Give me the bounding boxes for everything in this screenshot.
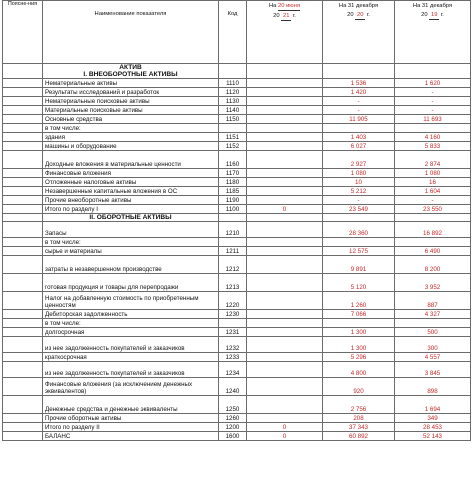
row-name: Незавершенные капитальные вложения в ОС (43, 187, 219, 196)
row-code: 1232 (219, 337, 247, 353)
row-name: Прочие внеоборотные активы (43, 196, 219, 205)
row-value-prev2: 16 (395, 178, 471, 187)
row-value-prev: 5 212 (323, 187, 395, 196)
row-note (3, 106, 43, 115)
row-value-prev: 5 120 (323, 274, 395, 292)
row-code: 1220 (219, 292, 247, 310)
row-name: Нематериальные активы (43, 79, 219, 88)
row-code: 1260 (219, 414, 247, 423)
row-value-current (247, 256, 323, 274)
row-code: 1200 (219, 423, 247, 432)
header-row (3, 1, 471, 64)
row-code: 1210 (219, 222, 247, 238)
row-note (3, 133, 43, 142)
col-prev-header (323, 1, 395, 64)
row-name: Материальные поисковые активы (43, 106, 219, 115)
row-value-prev2: 887 (395, 292, 471, 310)
row-name: Основные средства (43, 115, 219, 124)
table-row (3, 256, 471, 274)
row-value-prev2: 2 874 (395, 151, 471, 169)
row-value-current: 0 (247, 432, 323, 441)
table-row (3, 414, 471, 423)
row-code: 1160 (219, 151, 247, 169)
section1-title-b: I. ВНЕОБОРОТНЫЕ АКТИВЫ (83, 71, 178, 78)
empty-cell (323, 64, 395, 79)
row-note (3, 247, 43, 256)
row-value-current (247, 106, 323, 115)
prev-year: 20 (356, 12, 364, 18)
row-value-current (247, 362, 323, 378)
row-value-current (247, 142, 323, 151)
row-value-prev: - (323, 196, 395, 205)
row-value-prev: 1 420 (323, 88, 395, 97)
row-note (3, 196, 43, 205)
row-value-prev: 1 403 (323, 133, 395, 142)
cur-year-prefix: 20 (273, 13, 280, 19)
table-row (3, 205, 471, 214)
row-value-prev2: 4 557 (395, 353, 471, 362)
row-value-current (247, 151, 323, 169)
row-code: 1230 (219, 310, 247, 319)
row-value-prev: 920 (323, 378, 395, 396)
row-note (3, 432, 43, 441)
row-value-prev2: - (395, 106, 471, 115)
row-value-prev: 7 066 (323, 310, 395, 319)
table-row (3, 432, 471, 441)
row-name: Налог на добавленную стоимость по приобретенным ценностям (43, 292, 219, 310)
row-value-prev2: 28 453 (395, 423, 471, 432)
table-row (3, 319, 471, 328)
row-name: сырье и материалы (43, 247, 219, 256)
row-code: 1250 (219, 396, 247, 414)
row-note (3, 79, 43, 88)
row-value-prev2: 6 490 (395, 247, 471, 256)
row-value-prev2 (395, 124, 471, 133)
table-row (3, 247, 471, 256)
table-row (3, 292, 471, 310)
row-note (3, 362, 43, 378)
table-row (3, 378, 471, 396)
table-row (3, 196, 471, 205)
table-row (3, 151, 471, 169)
table-row (3, 97, 471, 106)
section1-title-a: АКТИВ (119, 64, 142, 71)
table-row (3, 88, 471, 97)
row-value-current (247, 238, 323, 247)
row-value-prev: 1 260 (323, 292, 395, 310)
row-value-prev2: 898 (395, 378, 471, 396)
row-code: 1211 (219, 247, 247, 256)
empty-cell (395, 64, 471, 79)
row-value-prev: 11 905 (323, 115, 395, 124)
row-value-current (247, 337, 323, 353)
row-value-current (247, 97, 323, 106)
empty-cell (3, 214, 43, 222)
row-value-current (247, 187, 323, 196)
empty-cell (219, 214, 247, 222)
row-note (3, 310, 43, 319)
row-code: 1120 (219, 88, 247, 97)
row-value-prev: 2 927 (323, 151, 395, 169)
table-row (3, 423, 471, 432)
prev2-year: 19 (430, 12, 438, 18)
row-note (3, 178, 43, 187)
row-value-current (247, 124, 323, 133)
table-row (3, 142, 471, 151)
row-name: машины и оборудование (43, 142, 219, 151)
row-name: краткосрочная (43, 353, 219, 362)
row-value-prev2: 4 327 (395, 310, 471, 319)
prev2-year-suffix: г. (440, 12, 444, 18)
table-row (3, 178, 471, 187)
row-value-prev2: 1 694 (395, 396, 471, 414)
row-code: 1100 (219, 205, 247, 214)
row-value-prev2: 1 080 (395, 169, 471, 178)
row-value-prev: 1 300 (323, 337, 395, 353)
cur-date: 20 июня (278, 3, 301, 9)
empty-cell (247, 214, 323, 222)
row-value-prev: 9 891 (323, 256, 395, 274)
table-row (3, 187, 471, 196)
table-row (3, 222, 471, 238)
row-value-prev2: 1 620 (395, 79, 471, 88)
row-name: здания (43, 133, 219, 142)
row-note (3, 115, 43, 124)
row-name: из нее задолженность покупателей и заказчиков (43, 337, 219, 353)
row-code: 1240 (219, 378, 247, 396)
balance-table (2, 0, 471, 441)
row-code (219, 238, 247, 247)
row-code: 1213 (219, 274, 247, 292)
section1-title (43, 64, 219, 79)
row-value-current (247, 169, 323, 178)
table-row (3, 328, 471, 337)
row-value-current (247, 292, 323, 310)
row-value-current (247, 222, 323, 238)
row-note (3, 423, 43, 432)
row-value-prev2: 16 892 (395, 222, 471, 238)
row-note (3, 238, 43, 247)
section1-title-row (3, 64, 471, 79)
row-value-current (247, 79, 323, 88)
row-name: Денежные средства и денежные эквиваленты (43, 396, 219, 414)
row-name: готовая продукция и товары для перепродажи (43, 274, 219, 292)
row-value-prev2: 11 693 (395, 115, 471, 124)
row-value-prev: 23 549 (323, 205, 395, 214)
row-note (3, 151, 43, 169)
row-value-current (247, 178, 323, 187)
row-value-prev (323, 238, 395, 247)
table-row (3, 337, 471, 353)
table-row (3, 396, 471, 414)
row-name: Дебиторская задолженность (43, 310, 219, 319)
section2-title-row (3, 214, 471, 222)
prev-year-prefix: 20 (347, 12, 354, 18)
row-value-current: 0 (247, 423, 323, 432)
row-note (3, 319, 43, 328)
row-value-prev: - (323, 97, 395, 106)
row-value-prev2: 4 160 (395, 133, 471, 142)
prev-date: На 31 декабря (338, 3, 379, 9)
table-row (3, 133, 471, 142)
row-value-prev: 37 343 (323, 423, 395, 432)
section2-title: II. ОБОРОТНЫЕ АКТИВЫ (43, 214, 219, 222)
row-value-prev2: - (395, 88, 471, 97)
prev2-year-prefix: 20 (421, 12, 428, 18)
row-note (3, 414, 43, 423)
row-name: Отложенные налоговые активы (43, 178, 219, 187)
table-row (3, 238, 471, 247)
row-value-current (247, 328, 323, 337)
row-value-prev: 2 756 (323, 396, 395, 414)
cur-year: 21 (282, 13, 290, 19)
table-row (3, 310, 471, 319)
row-value-current (247, 133, 323, 142)
row-note (3, 88, 43, 97)
prev-year-suffix: г. (366, 12, 370, 18)
empty-cell (247, 64, 323, 79)
row-code: 1231 (219, 328, 247, 337)
row-value-prev2: - (395, 196, 471, 205)
row-note (3, 187, 43, 196)
row-value-prev: 5 296 (323, 353, 395, 362)
row-value-current (247, 353, 323, 362)
row-value-prev: 28 360 (323, 222, 395, 238)
row-code (219, 124, 247, 133)
row-name: Запасы (43, 222, 219, 238)
row-value-prev: 1 536 (323, 79, 395, 88)
row-value-prev (323, 319, 395, 328)
row-code: 1190 (219, 196, 247, 205)
row-value-current: 0 (247, 205, 323, 214)
row-value-current (247, 115, 323, 124)
row-value-prev2: 3 845 (395, 362, 471, 378)
row-value-prev2: 8 200 (395, 256, 471, 274)
row-value-current (247, 196, 323, 205)
row-note (3, 142, 43, 151)
row-value-prev2: 5 833 (395, 142, 471, 151)
row-name: Итого по разделу I (43, 205, 219, 214)
row-value-prev2: 500 (395, 328, 471, 337)
row-value-current (247, 378, 323, 396)
row-name: в том числе: (43, 124, 219, 133)
row-value-prev: 6 027 (323, 142, 395, 151)
row-value-prev2: - (395, 97, 471, 106)
row-value-current (247, 310, 323, 319)
col-prev2-header (395, 1, 471, 64)
row-name: Финансовые вложения (за исключением денежных эквивалентов) (43, 378, 219, 396)
row-code (219, 319, 247, 328)
row-value-prev: 1 080 (323, 169, 395, 178)
row-note (3, 328, 43, 337)
row-code: 1151 (219, 133, 247, 142)
cur-prefix: На (268, 3, 277, 9)
row-code: 1212 (219, 256, 247, 274)
table-row (3, 362, 471, 378)
row-value-current (247, 414, 323, 423)
row-note (3, 205, 43, 214)
row-code: 1110 (219, 79, 247, 88)
row-code: 1152 (219, 142, 247, 151)
row-note (3, 396, 43, 414)
row-value-prev: 1 300 (323, 328, 395, 337)
row-note (3, 169, 43, 178)
empty-cell (395, 214, 471, 222)
row-value-current (247, 319, 323, 328)
table-row (3, 353, 471, 362)
row-value-prev: 208 (323, 414, 395, 423)
row-code: 1600 (219, 432, 247, 441)
row-value-current (247, 88, 323, 97)
row-name: в том числе: (43, 238, 219, 247)
row-code: 1140 (219, 106, 247, 115)
table-row (3, 79, 471, 88)
col-name-header: Наименование показателя (43, 1, 219, 64)
row-name: Итого по разделу II (43, 423, 219, 432)
row-value-prev: 10 (323, 178, 395, 187)
row-value-prev2: 300 (395, 337, 471, 353)
row-code: 1170 (219, 169, 247, 178)
row-note (3, 124, 43, 133)
row-name: БАЛАНС (43, 432, 219, 441)
col-current-header (247, 1, 323, 64)
row-value-prev: 4 800 (323, 362, 395, 378)
row-value-prev2: 3 952 (395, 274, 471, 292)
row-name: Прочие оборотные активы (43, 414, 219, 423)
row-value-prev: - (323, 106, 395, 115)
row-value-prev2: 52 143 (395, 432, 471, 441)
row-note (3, 378, 43, 396)
table-row (3, 274, 471, 292)
row-name: Финансовые вложения (43, 169, 219, 178)
row-code: 1234 (219, 362, 247, 378)
row-note (3, 353, 43, 362)
prev2-date: На 31 декабря (412, 3, 453, 9)
row-code: 1150 (219, 115, 247, 124)
row-value-prev: 12 575 (323, 247, 395, 256)
table-row (3, 106, 471, 115)
row-code: 1185 (219, 187, 247, 196)
row-value-current (247, 274, 323, 292)
row-value-prev2 (395, 319, 471, 328)
row-note (3, 256, 43, 274)
row-name: Доходные вложения в материальные ценности (43, 151, 219, 169)
row-value-prev2: 349 (395, 414, 471, 423)
row-note (3, 222, 43, 238)
row-value-prev2: 23 550 (395, 205, 471, 214)
table-row (3, 115, 471, 124)
row-value-prev (323, 124, 395, 133)
row-name: затраты в незавершенном производстве (43, 256, 219, 274)
row-value-prev2: 1 604 (395, 187, 471, 196)
row-name: Нематериальные поисковые активы (43, 97, 219, 106)
row-note (3, 292, 43, 310)
row-value-prev2 (395, 238, 471, 247)
row-code: 1180 (219, 178, 247, 187)
row-value-current (247, 396, 323, 414)
row-code: 1233 (219, 353, 247, 362)
row-code: 1130 (219, 97, 247, 106)
table-row (3, 124, 471, 133)
col-note-header: Поясне-ния (3, 1, 43, 64)
row-name: долгосрочная (43, 328, 219, 337)
empty-cell (3, 64, 43, 79)
row-name: Результаты исследований и разработок (43, 88, 219, 97)
row-value-prev: 60 892 (323, 432, 395, 441)
cur-year-suffix: г. (292, 13, 296, 19)
row-value-current (247, 247, 323, 256)
row-name: из нее задолженность покупателей и заказчиков (43, 362, 219, 378)
row-name: в том числе: (43, 319, 219, 328)
row-note (3, 337, 43, 353)
col-code-header: Код (219, 1, 247, 64)
table-row (3, 169, 471, 178)
row-note (3, 97, 43, 106)
row-note (3, 274, 43, 292)
empty-cell (219, 64, 247, 79)
empty-cell (323, 214, 395, 222)
